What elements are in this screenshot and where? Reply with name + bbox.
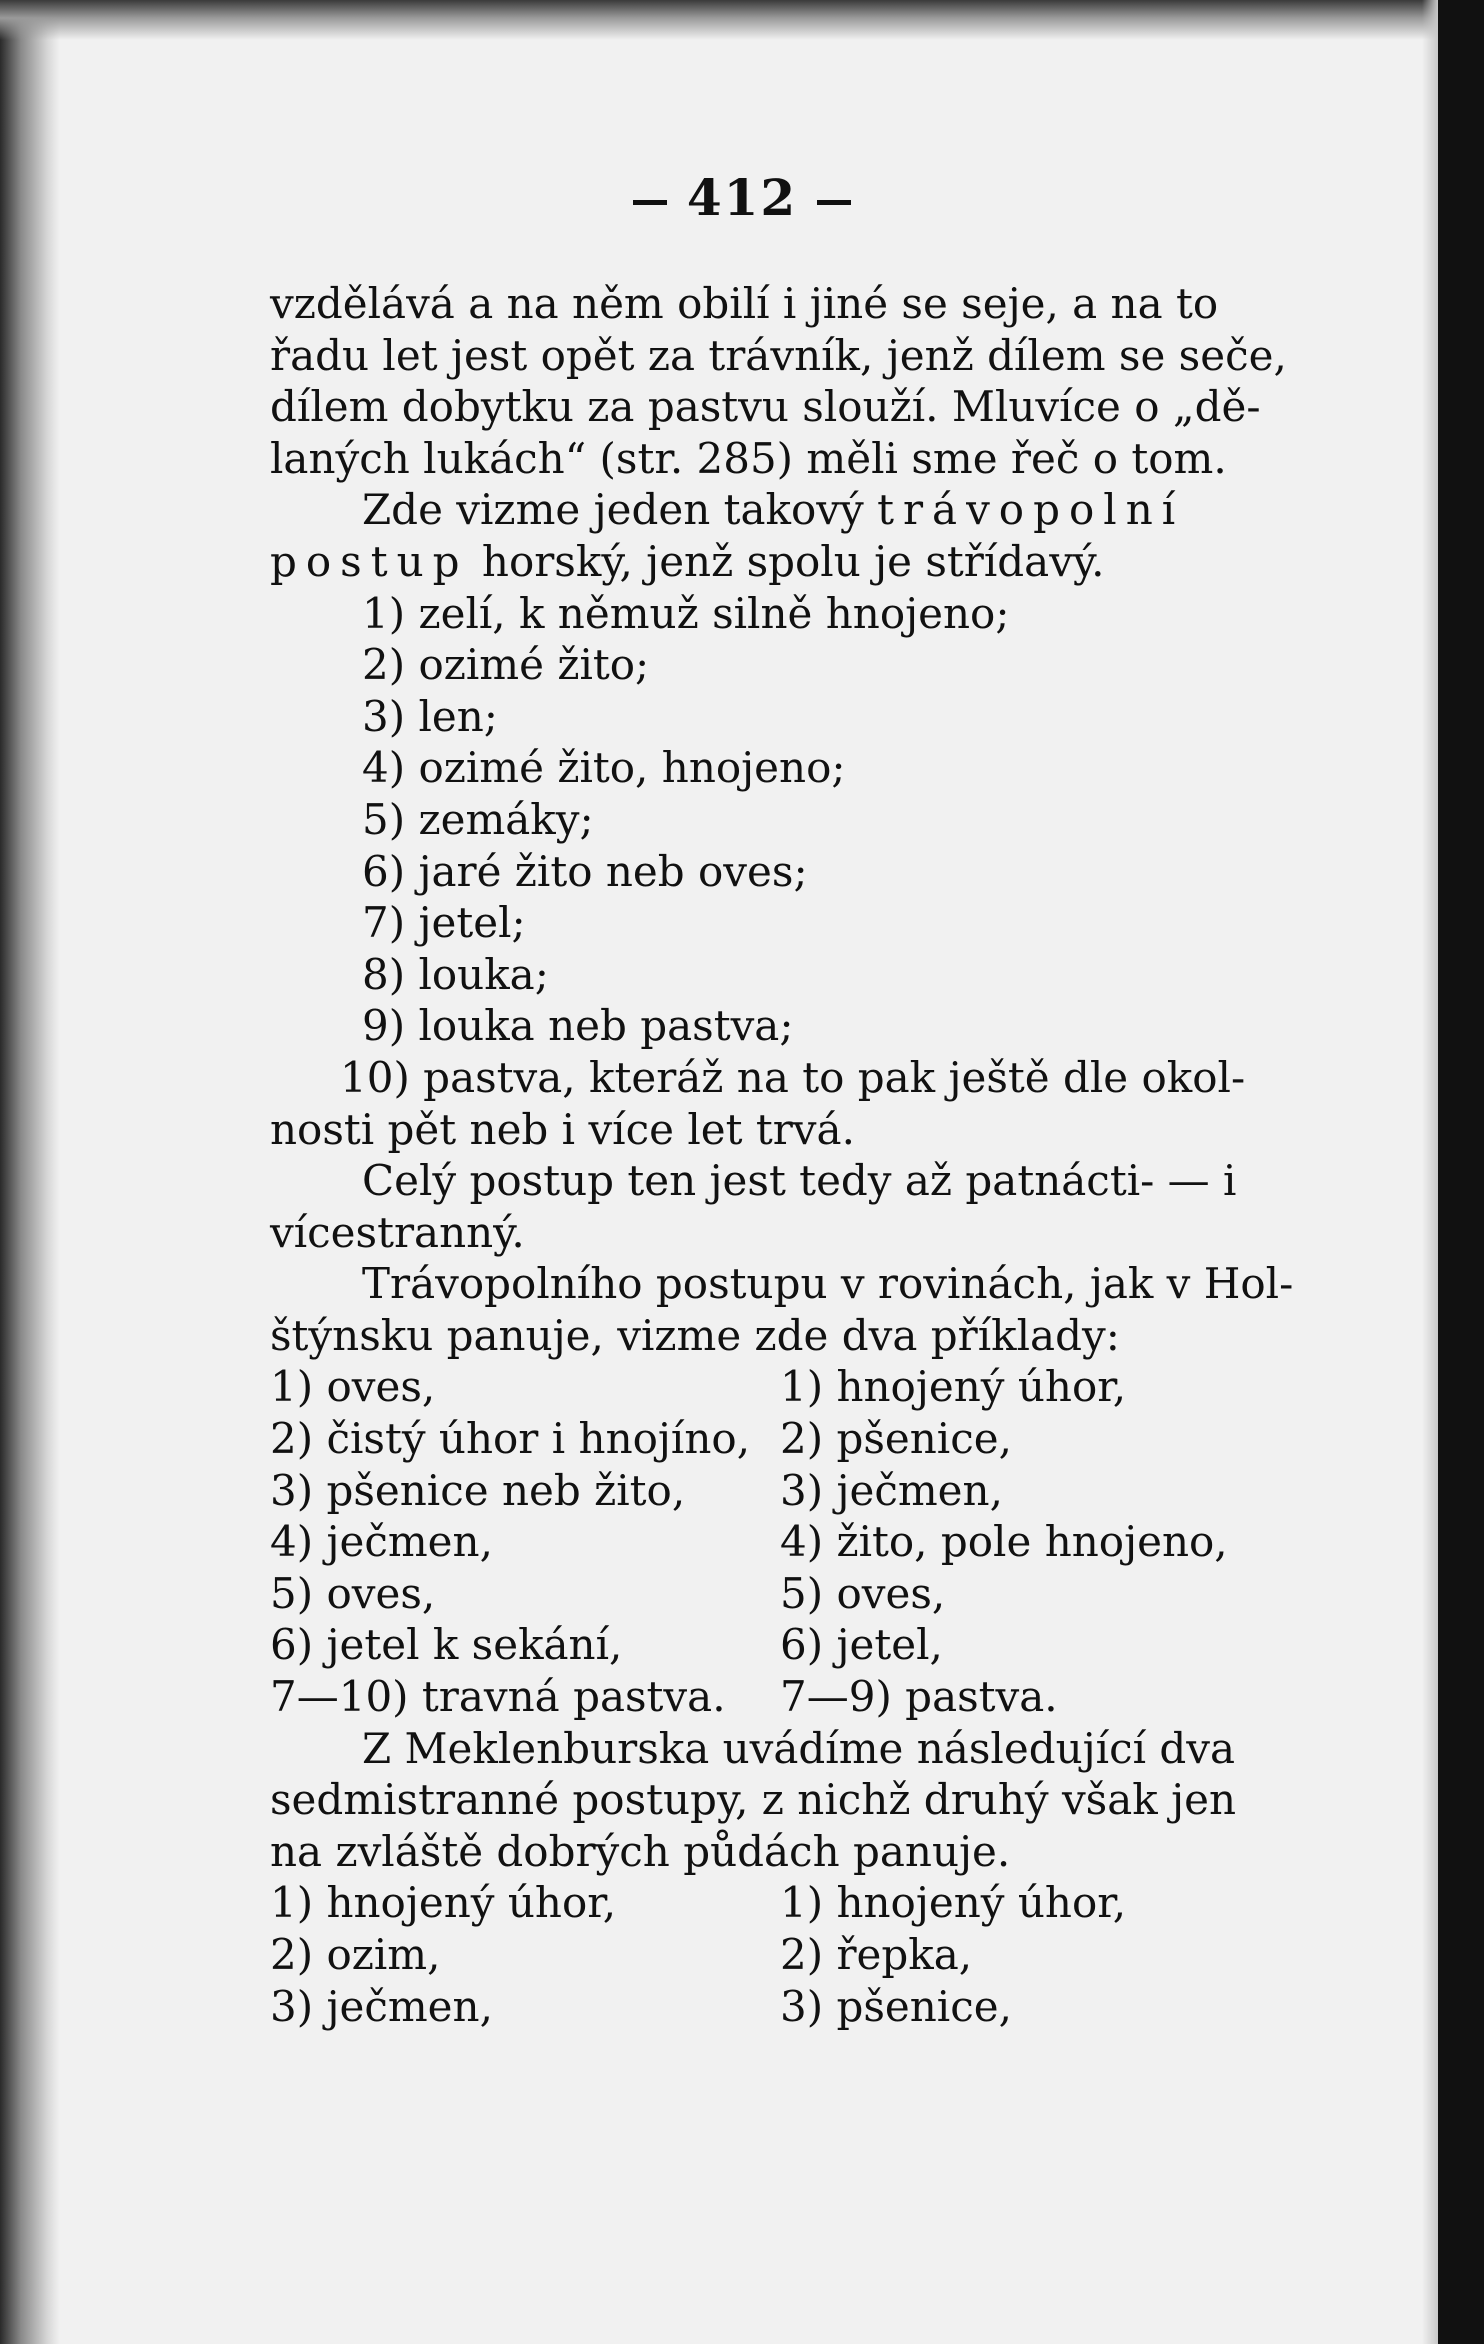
rotation-left: 2) ozim, [270,1930,441,1979]
rotation-left: 2) čistý úhor i hnojíno, [270,1414,751,1464]
emphasized-term: trávopolní [877,485,1185,535]
list-item: 8) louka; [362,949,549,999]
page-number-dash-left [633,200,667,205]
rotation-right: 2) pšenice, [780,1414,1012,1464]
text-line [270,484,1300,536]
rotation-row [270,1619,1300,1671]
text-line: sedmistranné postupy, z nichž druhý však jen [270,1775,1236,1825]
emphasized-term: postup [270,536,469,586]
rotation-left: 1) hnojený úhor, [270,1878,617,1928]
rotation-left: 3) ječmen, [270,1981,493,2031]
list-item: 6) jaré žito neb oves; [362,846,808,896]
rotation-right: 3) pšenice, [780,1981,1012,2031]
rotation-left: 1) oves, [270,1362,436,1412]
page-number-dash-right [817,200,851,205]
rotation-row [270,1671,1300,1723]
scan-shadow-left [0,0,60,2344]
scan-border-right [1438,0,1484,2344]
scan-shadow-top [0,0,1484,40]
text-line: vzdělává a na něm obilí i jiné se seje, a na to [270,279,1219,328]
rotation-right: 6) jetel, [780,1620,943,1670]
rotation-row [270,1465,1300,1517]
rotation-row [270,1877,1300,1929]
rotation-row [270,1413,1300,1465]
list-item: 5) zemáky; [362,794,594,844]
text-fragment: horský, jenž spolu je střídavý. [468,536,1105,586]
list-item: 2) ozimé žito; [362,640,650,690]
rotation-left: 6) jetel k sekání, [270,1620,623,1670]
rotation-left: 5) oves, [270,1568,436,1618]
rotation-right: 4) žito, pole hnojeno, [780,1517,1228,1567]
text-line [270,536,1300,588]
list-item: 10) pastva, kteráž na to pak ještě dle okol- [340,1052,1246,1102]
page-number-value: 412 [686,168,798,227]
list-item: 3) len; [362,691,498,741]
rotation-row [270,1981,1300,2033]
text-line: Celý postup ten jest tedy až patnácti- — i [362,1156,1237,1206]
rotation-right: 1) hnojený úhor, [780,1878,1127,1928]
text-fragment: Zde vizme jeden takový [362,485,878,535]
list-item: 1) zelí, k němuž silně hnojeno; [362,588,1010,638]
rotation-row [270,1361,1300,1413]
text-line: štýnsku panuje, vizme zde dva příklady: [270,1310,1120,1360]
scan-gutter-right [1422,0,1438,2344]
list-item: 9) louka neb pastva; [362,1001,794,1051]
rotation-row [270,1516,1300,1568]
text-line: nosti pět neb i více let trvá. [270,1104,855,1154]
rotation-right: 7—9) pastva. [780,1672,1058,1722]
rotation-right: 1) hnojený úhor, [780,1362,1127,1412]
text-line: řadu let jest opět za trávník, jenž dílem se seče, [270,330,1287,380]
rotation-row [270,1929,1300,1981]
rotation-right: 3) ječmen, [780,1465,1003,1515]
body-text [270,278,1300,2032]
text-line: na zvláště dobrých půdách panuje. [270,1826,1011,1876]
list-item: 7) jetel; [362,898,526,948]
rotation-left: 7—10) travná pastva. [270,1672,726,1722]
text-line: laných lukách“ (str. 285) měli sme řeč o tom. [270,433,1227,483]
list-item: 4) ozimé žito, hnojeno; [362,743,846,793]
page-number [0,168,1484,227]
text-line: dílem dobytku za pastvu slouží. Mluvíce o „dě- [270,382,1261,432]
rotation-right: 2) řepka, [780,1930,973,1979]
text-line: Trávopolního postupu v rovinách, jak v Hol- [362,1259,1294,1309]
text-line: vícestranný. [270,1207,525,1257]
rotation-left: 4) ječmen, [270,1517,493,1567]
text-line: Z Meklenburska uvádíme následující dva [362,1723,1236,1773]
rotation-right: 5) oves, [780,1568,946,1618]
rotation-row [270,1568,1300,1620]
rotation-left: 3) pšenice neb žito, [270,1465,686,1515]
